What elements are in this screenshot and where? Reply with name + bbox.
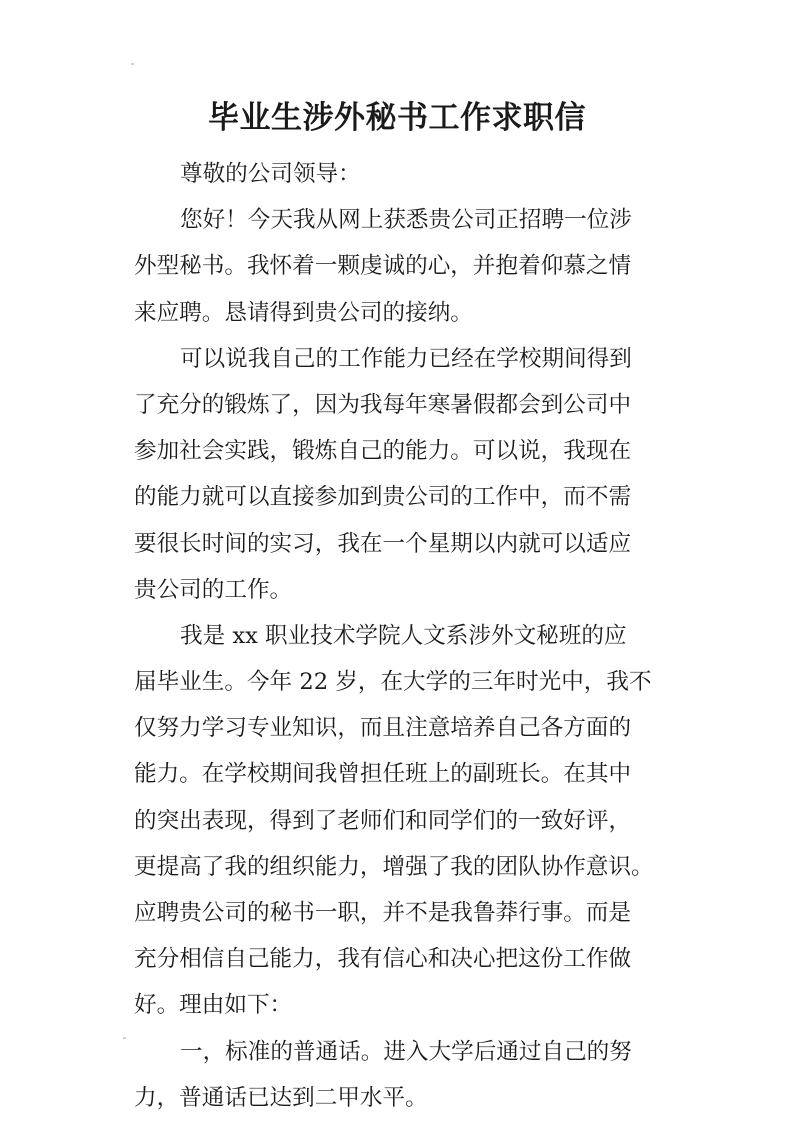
body-line: 尊敬的公司领导：	[180, 161, 361, 187]
body-line: 好。理由如下：	[134, 992, 293, 1019]
body-line: 力，普通话已达到二甲水平。	[134, 1084, 428, 1111]
document-title: 毕业生涉外秘书工作求职信	[208, 100, 586, 136]
body-line: 更提高了我的组织能力，增强了我的团队协作意识。	[134, 853, 654, 880]
body-line: 要很长时间的实习，我在一个星期以内就可以适应	[134, 530, 632, 557]
body-line: 届毕业生。今年 22 岁，在大学的三年时光中，我不	[134, 669, 652, 696]
body-line: 一，标准的普通话。进入大学后通过自己的努	[180, 1038, 632, 1065]
scan-speck	[131, 63, 134, 65]
body-line: 的能力就可以直接参加到贵公司的工作中，而不需	[134, 484, 632, 511]
scan-speck	[123, 1037, 126, 1039]
body-line: 参加社会实践，锻炼自己的能力。可以说，我现在	[134, 438, 632, 465]
document-body	[134, 151, 664, 1121]
body-line: 贵公司的工作。	[134, 576, 293, 603]
body-line: 能力。在学校期间我曾担任班上的副班长。在其中	[134, 761, 632, 788]
body-line: 您好！今天我从网上获悉贵公司正招聘一位涉	[180, 207, 632, 234]
body-line: 应聘贵公司的秘书一职，并不是我鲁莽行事。而是	[134, 900, 632, 926]
body-line: 仅努力学习专业知识，而且注意培养自己各方面的	[134, 715, 632, 742]
body-line: 了充分的锻炼了，因为我每年寒暑假都会到公司中	[134, 391, 632, 418]
body-line: 的突出表现，得到了老师们和同学们的一致好评，	[134, 807, 632, 834]
body-line: 充分相信自己能力，我有信心和决心把这份工作做	[134, 946, 632, 973]
body-line: 外型秘书。我怀着一颗虔诚的心，并抱着仰慕之情	[134, 253, 632, 280]
body-line: 我是 xx 职业技术学院人文系涉外文秘班的应	[180, 622, 627, 649]
body-line: 来应聘。恳请得到贵公司的接纳。	[134, 299, 473, 326]
body-line: 可以说我自己的工作能力已经在学校期间得到	[180, 345, 632, 372]
